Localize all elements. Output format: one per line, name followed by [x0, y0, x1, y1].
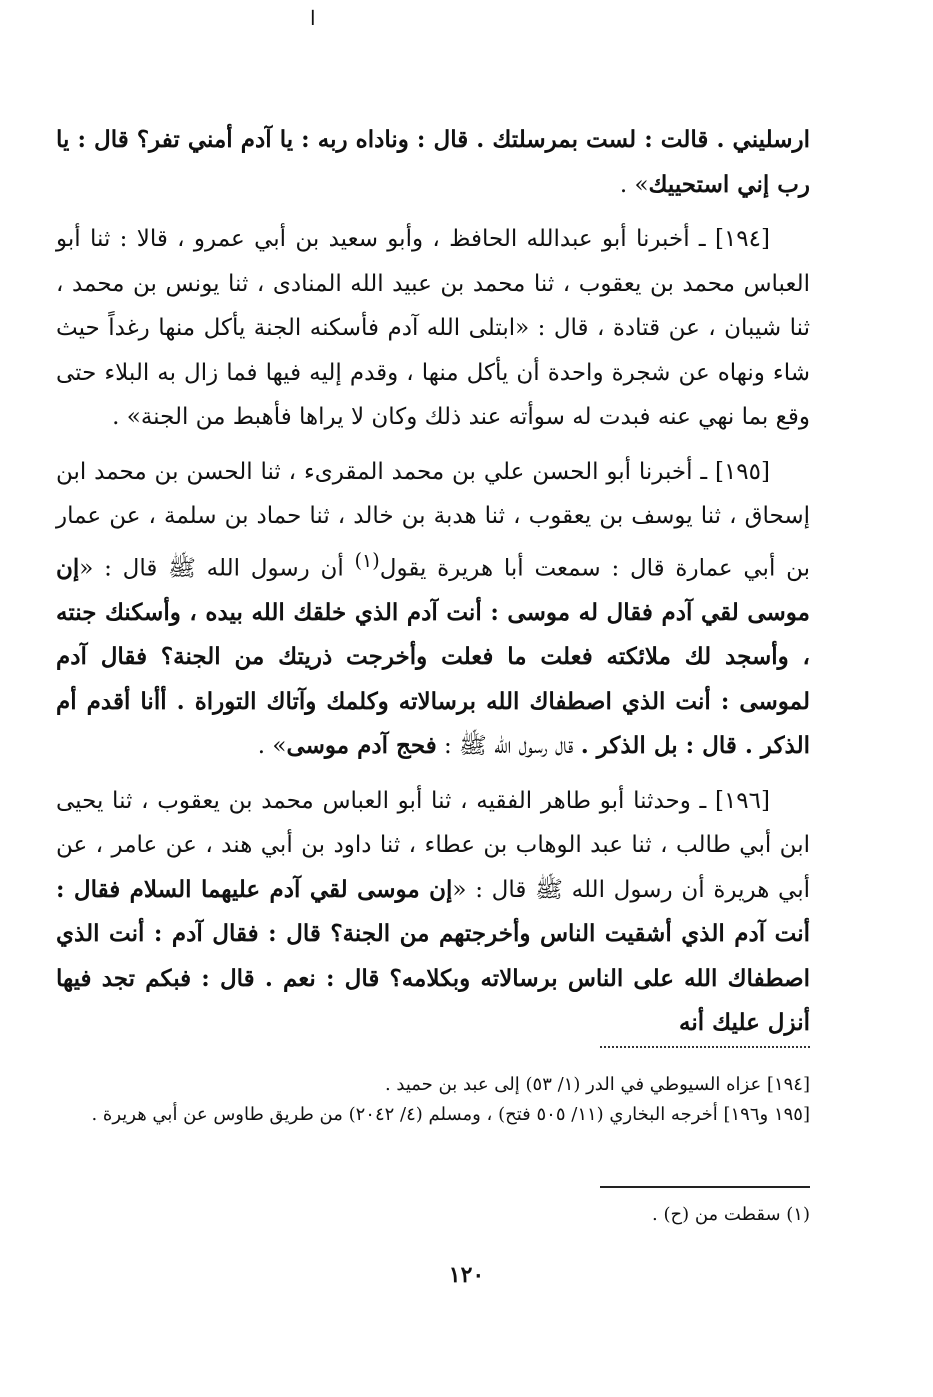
footnote-divider-dotted	[600, 1046, 810, 1048]
paragraph-mid-2: قال رسول الله ﷺ :	[436, 733, 581, 760]
marginal-notes	[56, 1200, 810, 1230]
paragraph-lead: [١٩٦] ـ وحدثنا أبو طاهر الفقيه ، ثنا أبو العباس محمد بن يعقوب ، ثنا يحيى ابن أبي طالب ، ثنا عبد الوهاب بن عطاء ، ثنا داود بن أبي هند ، عن عامر ، عن أبي هريرة أن رسول الله ﷺ قال : «	[56, 787, 810, 903]
paragraph-lead: [١٩٥] ـ أخبرنا أبو الحسن علي بن محمد المقرىء ، ثنا الحسن بن محمد ابن إسحاق ، ثنا يوسف بن يعقوب ، ثنا هدبة بن خالد ، ثنا حماد بن سلمة ، عن عمار بن أبي عمارة قال : سمعت أبا هريرة يقول	[56, 458, 811, 582]
note-1: (١) سقطت من (ح) .	[652, 1204, 810, 1225]
paragraph-195	[56, 450, 810, 769]
paragraph-196	[56, 779, 810, 1046]
footnote-divider-solid	[600, 1186, 810, 1188]
bold-quote: إن موسى لقي آدم فقال له موسى : أنت آدم الذي خلقك الله بيده ، وأسكنك جنته ، وأسجد لك ملائكته فعلت ما فعلت وأخرجت ذريتك من الجنة؟ فقال آدم لموسى : أنت الذي اصطفاك الله برسالاته وكلمك وآتاك التوراة . أأنا أقدم أم الذكر . قال : بل الذكر .	[56, 554, 810, 760]
paragraph-tail: » .	[257, 733, 287, 760]
bold-quote: إن موسى لقي آدم عليهما السلام فقال : أنت آدم الذي أشقيت الناس وأخرجتهم من الجنة؟ قال : فقال آدم : أنت الذي اصطفاك الله على الناس برسالاته وبكلامه؟ قال : نعم . قال : فبكم تجد فيها أنزل عليك أنه	[56, 875, 810, 1037]
bold-quote: ارسليني . قالت : لست بمرسلتك . قال : وناداه ربه : يا آدم أمني تفر؟ قال : يا رب إني استحييك	[56, 126, 810, 198]
page-number: ١٢٠	[448, 1262, 485, 1288]
paragraph-continuation	[56, 118, 810, 207]
paragraph-text: [١٩٤] ـ أخبرنا أبو عبدالله الحافظ ، وأبو سعيد بن أبي عمرو ، قالا : ثنا أبو العباس محمد بن يعقوب ، ثنا محمد بن عبيد الله المنادى ، ثنا يونس بن محمد ، ثنا شيبان ، عن قتادة ، قال : «ابتلى الله آدم فأسكنه الجنة يأكل منها رغداً حيث شاء ونهاه عن شجرة واحدة أن يأكل منها ، وقدم إليه فيها فما زال به البلاء حتى وقع بما نهي عنه فبدت له سوأته عند ذلك وكان لا يراها فأهبط من الجنة» .	[56, 226, 810, 430]
footnote-ref: (١)	[354, 548, 380, 572]
footnote-194: [١٩٤] عزاه السيوطي في الدر (١/ ٥٣) إلى عبد بن حميد .	[384, 1074, 810, 1095]
bold-quote-end: فحج آدم موسى	[286, 732, 437, 760]
takhrij-footnotes	[56, 1070, 810, 1130]
paragraph-194	[56, 217, 810, 440]
header-mark: ا	[310, 6, 316, 30]
footnote-195-196: [١٩٥ و١٩٦] أخرجه البخاري (١١/ ٥٠٥ فتح) ، ومسلم (٤/ ٢٠٤٢) من طريق طاوس عن أبي هريرة .	[91, 1104, 810, 1125]
main-text	[56, 118, 810, 1056]
paragraph-mid: أن رسول الله ﷺ قال : «	[79, 555, 355, 582]
paragraph-tail: » .	[619, 171, 649, 198]
